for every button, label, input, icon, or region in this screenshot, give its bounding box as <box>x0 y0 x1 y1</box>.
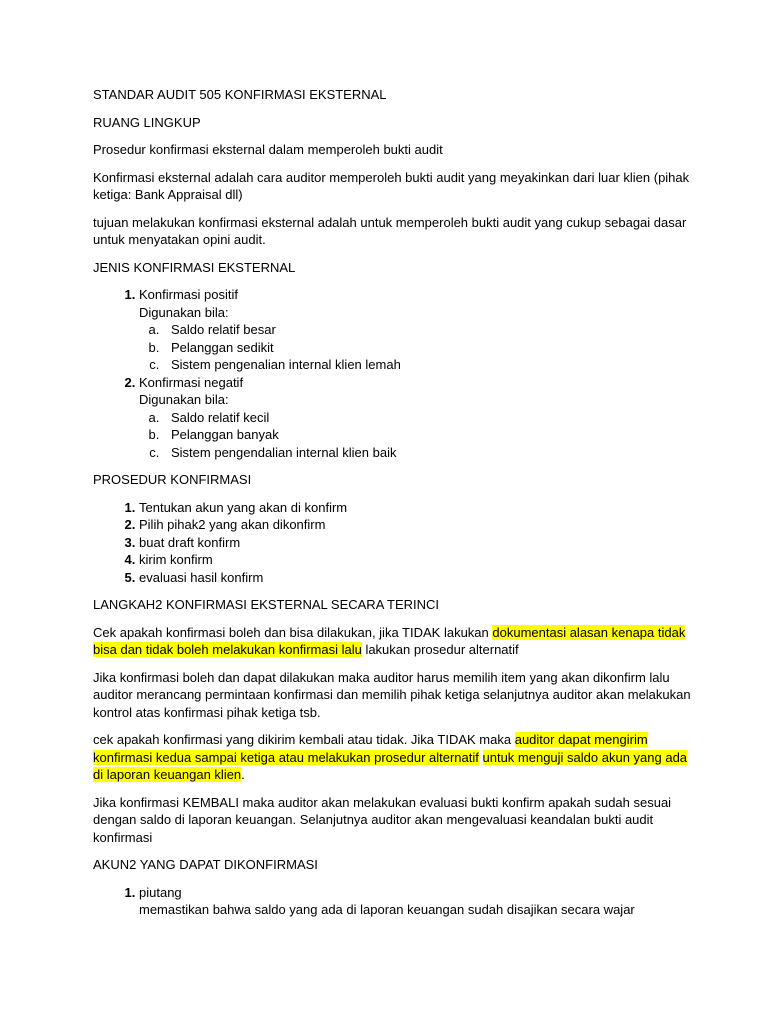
list-item <box>139 374 693 462</box>
jenis-list <box>93 286 693 461</box>
text-run: . <box>241 767 245 782</box>
sub-list-item: c. Sistem pengendalian internal klien baik <box>163 444 693 462</box>
sub-list-item: b. Pelanggan banyak <box>163 426 693 444</box>
paragraph: Jika konfirmasi boleh dan dapat dilakukan maka auditor harus memilih item yang akan dikonfirm lalu auditor merancang permintaan konfirmasi dan memilih pihak ketiga selanjutnya auditor akan melakukan kontrol atas konfirmasi pihak ketiga tsb. <box>93 669 691 720</box>
list-item-desc: memastikan bahwa saldo yang ada di laporan keuangan sudah disajikan secara wajar <box>139 902 635 917</box>
list-item: 3. buat draft konfirm <box>139 534 693 552</box>
paragraph: Prosedur konfirmasi eksternal dalam memperoleh bukti audit <box>93 142 443 157</box>
list-item <box>139 286 693 374</box>
section-heading-ruang-lingkup: RUANG LINGKUP <box>93 114 201 130</box>
text-run <box>479 750 483 765</box>
list-item-sub-label: Digunakan bila: <box>139 392 229 407</box>
sub-list <box>139 321 693 374</box>
section-heading-langkah: LANGKAH2 KONFIRMASI EKSTERNAL SECARA TERINCI <box>93 597 440 612</box>
sub-list-item: a. Saldo relatif besar <box>163 321 693 339</box>
paragraph <box>93 624 693 659</box>
list-item: 5. evaluasi hasil konfirm <box>139 569 693 587</box>
paragraph: tujuan melakukan konfirmasi eksternal adalah untuk memperoleh bukti audit yang cukup sebagai dasar untuk menyatakan opini audit. <box>93 214 687 247</box>
section-heading-prosedur: PROSEDUR KONFIRMASI <box>93 472 252 487</box>
highlighted-text: auditor dapat mengirim konfirmasi kedua sampai ketiga atau melakukan prosedur alternatif <box>93 732 648 765</box>
prosedur-list <box>93 499 693 587</box>
highlighted-text: untuk menguji saldo akun yang ada di laporan keuangan klien <box>93 749 688 782</box>
list-item: 4. kirim konfirm <box>139 551 693 569</box>
highlighted-text: dokumentasi alasan kenapa tidak bisa dan tidak boleh melakukan konfirmasi lalu <box>93 624 686 657</box>
section-heading-jenis: JENIS KONFIRMASI EKSTERNAL <box>93 259 296 275</box>
paragraph <box>93 731 693 784</box>
text-run: cek apakah konfirmasi yang dikirim kembali atau tidak. Jika TIDAK maka <box>93 732 515 747</box>
list-item-label: 1. piutang <box>139 884 182 900</box>
list-item-sub-label: Digunakan bila: <box>139 304 229 320</box>
paragraph: Jika konfirmasi KEMBALI maka auditor akan melakukan evaluasi bukti konfirm apakah sudah sesuai dengan saldo di laporan keuangan. Selanjutnya auditor akan mengevaluasi keandalan bukti audit konfirmasi <box>93 794 672 845</box>
document-page <box>93 86 693 929</box>
list-item-label: 1. Konfirmasi positif <box>139 287 238 302</box>
list-item: 1. Tentukan akun yang akan di konfirm <box>139 499 693 517</box>
list-item-label: 2. Konfirmasi negatif <box>139 374 244 390</box>
list-item: 2. Pilih pihak2 yang akan dikonfirm <box>139 516 693 534</box>
sub-list-item: a. Saldo relatif kecil <box>163 409 693 427</box>
section-heading-akun: AKUN2 YANG DAPAT DIKONFIRMASI <box>93 857 318 872</box>
sub-list-item: c. Sistem pengenalian internal klien lemah <box>163 356 693 374</box>
akun-list <box>93 884 693 919</box>
list-item <box>139 884 693 919</box>
paragraph: Konfirmasi eksternal adalah cara auditor memperoleh bukti audit yang meyakinkan dari luar klien (pihak ketiga: Bank Appraisal dll) <box>93 169 690 202</box>
document-title: STANDAR AUDIT 505 KONFIRMASI EKSTERNAL <box>93 87 387 102</box>
text-run: lakukan prosedur alternatif <box>361 642 519 657</box>
sub-list <box>139 409 693 462</box>
text-run: Cek apakah konfirmasi boleh dan bisa dilakukan, jika TIDAK lakukan <box>93 624 493 640</box>
sub-list-item: b. Pelanggan sedikit <box>163 339 693 357</box>
